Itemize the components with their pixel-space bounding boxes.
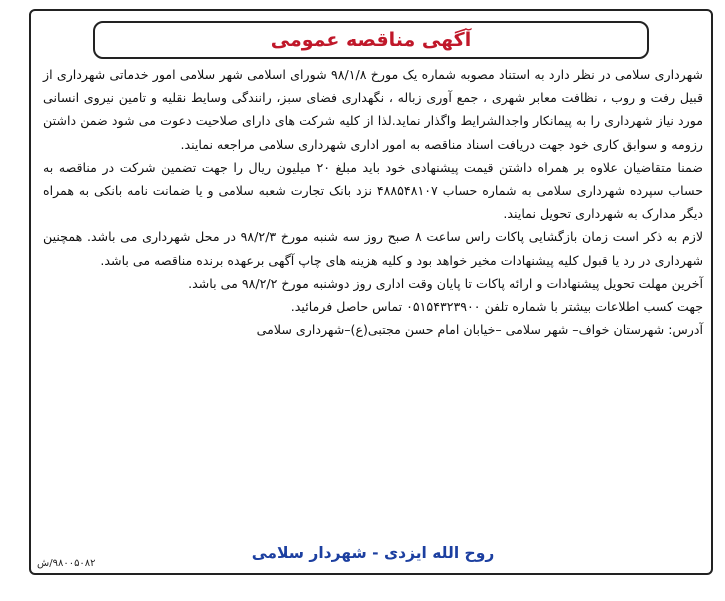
title-box <box>93 21 649 59</box>
paragraph-guarantee: ضمنا متقاضیان علاوه بر همراه داشتن قیمت پیشنهادی خود باید مبلغ ۲۰ میلیون ریال را جهت تضمین شرکت در مناقصه به حساب سپرده شهرداری سلامی به شماره حساب ۴۸۸۵۴۸۱۰۷ نزد بانک تجارت شعبه سلامی و یا ضمانت نامه بانکی به همراه دیگر مدارک به شهرداری تحویل نمایند. <box>43 159 704 222</box>
signature: روح الله ایزدی - شهردار سلامی <box>251 544 495 562</box>
paragraph-opening: لازم به ذکر است زمان بازگشایی پاکات راس ساعت ۸ صبح روز سه شنبه مورخ ۹۸/۲/۳ در محل شهرداری می باشد. همچنین شهرداری در رد یا قبول کلیه پیشنهادات مخیر خواهد بود و کلیه هزینه های چاپ آگهی برعهده برنده مناقصه می باشد. <box>43 229 704 268</box>
notice-body <box>43 63 703 341</box>
paragraph-address: آدرس: شهرستان خواف– شهر سلامی –خیابان امام حسن مجتبی(ع)–شهرداری سلامی <box>256 322 703 338</box>
paragraph-deadline: آخرین مهلت تحویل پیشنهادات و ارائه پاکات تا پایان وقت اداری روز دوشنبه مورخ ۹۸/۲/۲ می باشد. <box>188 275 703 291</box>
reference-code: ۹۸۰۰۵۰۸۲/ش <box>37 558 96 569</box>
notice-title: آگهی مناقصه عمومی <box>270 29 472 51</box>
notice-frame <box>29 9 713 575</box>
paragraph-intro: شهرداری سلامی در نظر دارد به استناد مصوبه شماره یک مورخ ۹۸/۱/۸ شورای اسلامی شهر سلامی امور خدماتی شهرداری از قبیل رفت و روب ، نظافت معابر شهری ، جمع آوری زباله ، نگهداری فضای سبز، رانندگی وسایط نقلیه و تامین نیروی انسانی مورد نیاز شهرداری را به پیمانکار واجدالشرایط واگذار نماید.لذا از کلیه شرکت های دارای صلاحیت دعوت می شود ضمن داشتن رزومه و سوابق کاری خود جهت دریافت اسناد مناقصه به امور اداری شهرداری سلامی مراجعه نمایند. <box>43 67 703 152</box>
paragraph-contact: جهت کسب اطلاعات بیشتر با شماره تلفن ۰۵۱۵۴۳۲۳۹۰۰ تماس حاصل فرمائید. <box>290 299 703 315</box>
